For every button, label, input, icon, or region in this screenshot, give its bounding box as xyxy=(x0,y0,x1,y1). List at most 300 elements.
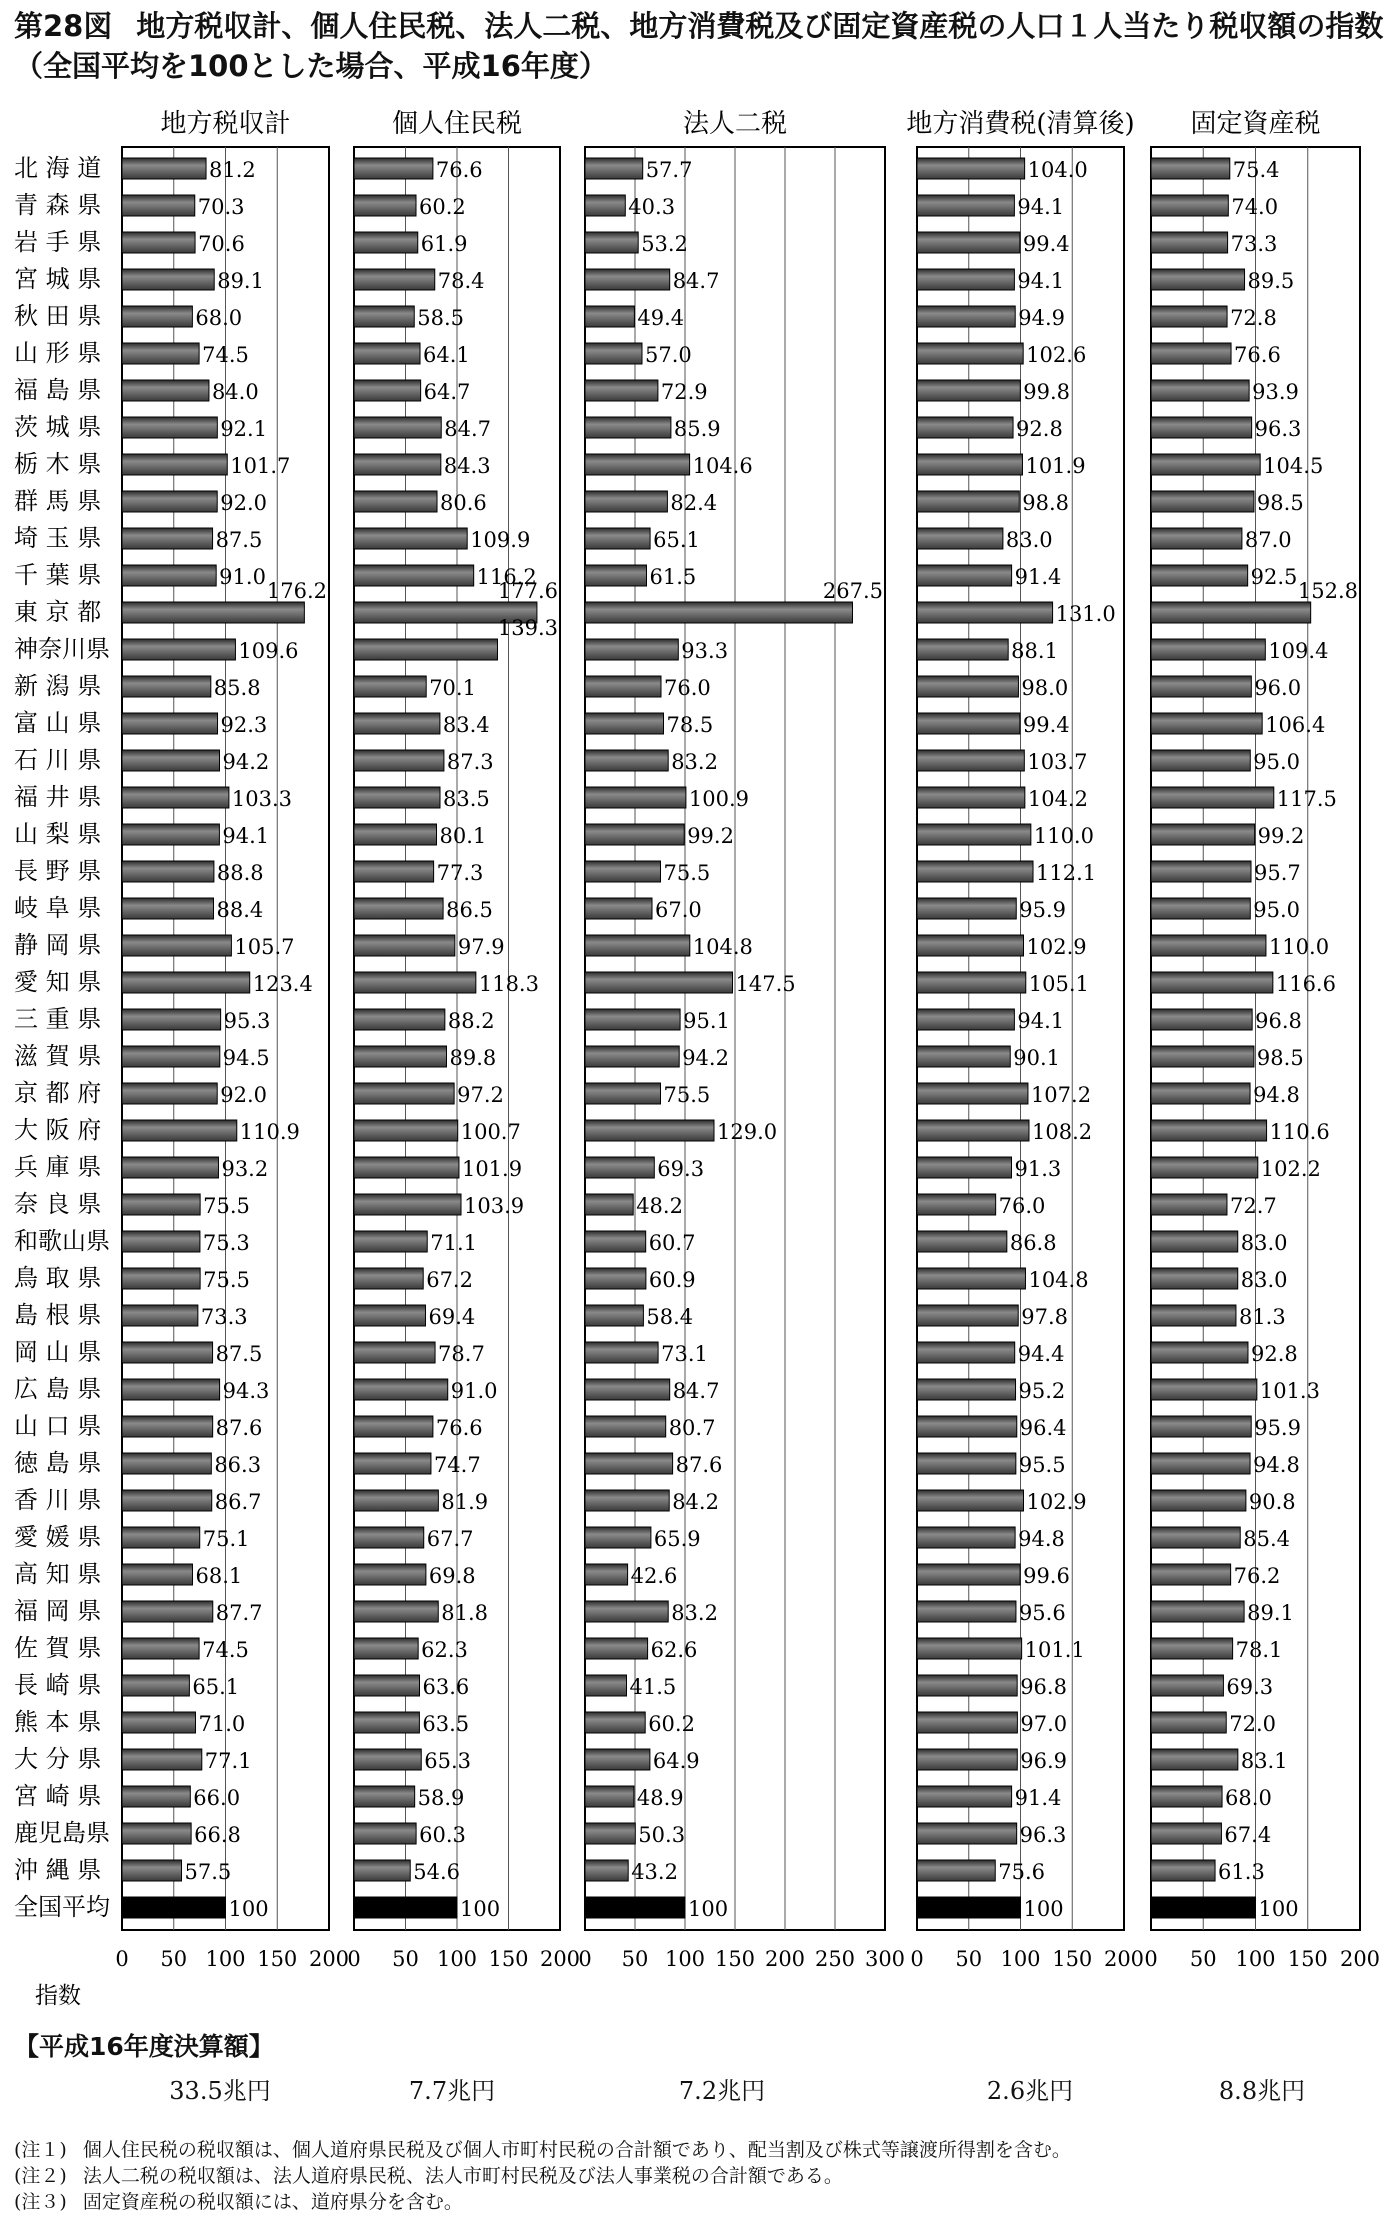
value-label: 97.9 xyxy=(457,935,505,959)
bar xyxy=(917,1157,1011,1178)
tick-label: 200 xyxy=(1103,1947,1145,1971)
footnote-2-label: (注２) xyxy=(14,2165,67,2187)
value-label: 80.6 xyxy=(440,491,487,515)
value-label: 83.4 xyxy=(442,713,490,737)
value-label: 50.3 xyxy=(638,1823,686,1847)
figure-label: 第28図 xyxy=(14,9,113,43)
value-label: 78.5 xyxy=(666,713,714,737)
bar xyxy=(917,195,1014,216)
value-label: 95.2 xyxy=(1018,1379,1066,1403)
footnote-1-text: 個人住民税の税収額は、個人道府県民税及び個人市町村民税の合計額であり、配当割及び株式等譲渡所得割を含む。 xyxy=(82,2139,1071,2161)
bar xyxy=(122,343,199,364)
value-label: 104.8 xyxy=(692,935,753,959)
value-label: 74.0 xyxy=(1231,195,1279,219)
value-label: 98.5 xyxy=(1256,491,1304,515)
value-label: 98.5 xyxy=(1256,1046,1304,1070)
row-label: 富 山 県 xyxy=(14,709,102,737)
value-label: 65.1 xyxy=(653,528,700,552)
value-label: 104.8 xyxy=(1028,1268,1089,1292)
bar xyxy=(1151,972,1273,993)
bar xyxy=(1151,491,1254,512)
bar xyxy=(354,528,467,549)
bar xyxy=(1151,1194,1227,1215)
tick-label: 200 xyxy=(1339,1947,1381,1971)
bar xyxy=(122,1416,213,1437)
bar xyxy=(122,824,219,845)
bar xyxy=(585,1897,685,1918)
tick-label: 150 xyxy=(257,1947,298,1971)
footnote-2 xyxy=(14,2163,1071,2189)
value-label: 72.0 xyxy=(1229,1712,1277,1736)
bar xyxy=(122,1786,190,1807)
series-header: 地方税収計 xyxy=(160,109,291,139)
value-label: 102.9 xyxy=(1026,1490,1087,1514)
value-label: 93.9 xyxy=(1252,380,1299,404)
value-label: 92.0 xyxy=(220,491,267,515)
bar xyxy=(917,935,1024,956)
bar xyxy=(122,454,227,475)
row-label: 群 馬 県 xyxy=(14,487,102,515)
bar xyxy=(1151,1897,1256,1918)
value-label: 99.4 xyxy=(1022,232,1070,256)
bar xyxy=(917,1194,996,1215)
value-label: 99.2 xyxy=(687,824,734,848)
row-label: 佐 賀 県 xyxy=(14,1634,102,1662)
value-label: 76.6 xyxy=(435,158,483,182)
value-label: 85.8 xyxy=(213,676,261,700)
value-label: 98.0 xyxy=(1021,676,1069,700)
bar xyxy=(122,1860,182,1881)
value-label: 100 xyxy=(688,1897,729,1921)
value-label: 101.9 xyxy=(1025,454,1086,478)
bar xyxy=(917,1749,1017,1770)
bar xyxy=(917,1712,1017,1733)
tick-label: 100 xyxy=(664,1947,706,1971)
bar xyxy=(1151,565,1248,586)
bar xyxy=(917,787,1025,808)
bar xyxy=(122,1527,200,1548)
value-label: 116.2 xyxy=(476,565,537,589)
value-label: 77.3 xyxy=(436,861,484,885)
value-label: 99.4 xyxy=(1022,713,1070,737)
value-label: 96.3 xyxy=(1254,417,1302,441)
value-label: 100.9 xyxy=(688,787,750,811)
value-label: 87.0 xyxy=(1244,528,1292,552)
bar xyxy=(585,824,684,845)
bar xyxy=(585,269,670,290)
bar xyxy=(354,195,416,216)
bar xyxy=(1151,1749,1238,1770)
tick-label: 100 xyxy=(1000,1947,1041,1971)
value-label: 101.3 xyxy=(1259,1379,1320,1403)
value-label: 67.7 xyxy=(426,1527,474,1551)
bar xyxy=(585,417,671,438)
row-label: 千 葉 県 xyxy=(14,561,102,589)
bar xyxy=(122,972,250,993)
bar xyxy=(354,565,474,586)
value-label: 87.6 xyxy=(675,1453,723,1477)
bar xyxy=(1151,1083,1250,1104)
bar xyxy=(354,824,437,845)
value-label: 57.0 xyxy=(645,343,692,367)
value-label: 62.3 xyxy=(421,1638,468,1662)
value-label: 73.3 xyxy=(1230,232,1278,256)
value-label: 106.4 xyxy=(1265,713,1326,737)
value-label: 64.7 xyxy=(423,380,471,404)
value-label: 73.1 xyxy=(661,1342,708,1366)
row-label: 宮 城 県 xyxy=(14,265,102,293)
row-label: 福 岡 県 xyxy=(14,1597,102,1625)
footnote-3 xyxy=(14,2189,1071,2215)
value-label: 94.9 xyxy=(1018,306,1065,330)
row-label: 高 知 県 xyxy=(14,1560,102,1588)
value-label: 42.6 xyxy=(630,1564,678,1588)
value-label: 89.1 xyxy=(1247,1601,1294,1625)
value-label: 58.5 xyxy=(417,306,465,330)
bar xyxy=(917,565,1012,586)
chart-panels xyxy=(115,109,1380,1971)
row-label: 岐 阜 県 xyxy=(14,894,102,922)
bar xyxy=(1151,528,1242,549)
bar xyxy=(122,1305,198,1326)
value-label: 76.6 xyxy=(435,1416,483,1440)
row-label: 島 根 県 xyxy=(14,1301,102,1329)
bar xyxy=(354,1120,458,1141)
settlement-header: 【平成16年度決算額】 xyxy=(14,2032,274,2061)
value-label: 152.8 xyxy=(1297,579,1358,603)
bar xyxy=(1151,898,1250,919)
bar xyxy=(354,861,434,882)
bar xyxy=(1151,787,1274,808)
tick-label: 100 xyxy=(436,1947,478,1971)
bar xyxy=(917,306,1015,327)
bar xyxy=(585,787,686,808)
bar xyxy=(122,1083,217,1104)
value-label: 69.3 xyxy=(657,1157,705,1181)
value-label: 76.0 xyxy=(664,676,711,700)
value-label: 91.0 xyxy=(450,1379,498,1403)
bar xyxy=(354,269,435,290)
bar xyxy=(122,1675,189,1696)
bar xyxy=(354,1194,461,1215)
row-label: 奈 良 県 xyxy=(14,1190,102,1218)
value-label: 94.1 xyxy=(1017,195,1065,219)
row-label: 北 海 道 xyxy=(14,154,102,182)
panel-individual-resident-tax xyxy=(347,109,580,1971)
bar xyxy=(1151,1601,1244,1622)
value-label: 78.1 xyxy=(1235,1638,1283,1662)
bar xyxy=(1151,1453,1250,1474)
value-label: 91.4 xyxy=(1014,565,1062,589)
value-label: 96.4 xyxy=(1019,1416,1067,1440)
bar xyxy=(354,232,418,253)
bar xyxy=(585,1638,648,1659)
value-label: 96.9 xyxy=(1020,1749,1068,1773)
value-label: 104.6 xyxy=(692,454,753,478)
bar xyxy=(917,1268,1025,1289)
bar xyxy=(354,343,420,364)
bar xyxy=(354,1638,418,1659)
value-label: 94.2 xyxy=(682,1046,729,1070)
bar xyxy=(1151,1860,1215,1881)
value-label: 74.5 xyxy=(202,1638,249,1662)
value-label: 86.3 xyxy=(214,1453,262,1477)
bar xyxy=(1151,1009,1252,1030)
footnote-1 xyxy=(14,2137,1071,2163)
row-label: 山 形 県 xyxy=(14,339,102,367)
value-label: 139.3 xyxy=(497,616,558,640)
value-label: 93.3 xyxy=(681,639,729,663)
value-label: 83.0 xyxy=(1005,528,1053,552)
value-label: 110.9 xyxy=(239,1120,300,1144)
value-label: 67.0 xyxy=(655,898,702,922)
value-label: 67.4 xyxy=(1224,1823,1272,1847)
value-label: 85.9 xyxy=(673,417,721,441)
value-label: 102.2 xyxy=(1260,1157,1321,1181)
tick-label: 50 xyxy=(392,1947,419,1971)
bar xyxy=(122,1490,212,1511)
bar xyxy=(354,1675,420,1696)
value-label: 89.5 xyxy=(1247,269,1295,293)
series-header: 固定資産税 xyxy=(1190,109,1321,139)
row-label: 愛 媛 県 xyxy=(14,1523,102,1551)
value-label: 99.6 xyxy=(1023,1564,1070,1588)
row-label: 静 岡 県 xyxy=(14,931,102,959)
value-label: 101.1 xyxy=(1024,1638,1085,1662)
value-label: 49.4 xyxy=(637,306,685,330)
value-label: 87.7 xyxy=(215,1601,263,1625)
value-label: 117.5 xyxy=(1276,787,1337,811)
value-label: 67.2 xyxy=(426,1268,473,1292)
bar xyxy=(122,1712,195,1733)
footnote-2-text: 法人二税の税収額は、法人道府県民税、法人市町村民税及び法人事業税の合計額である。 xyxy=(82,2165,843,2187)
value-label: 64.1 xyxy=(423,343,470,367)
bar xyxy=(585,1860,628,1881)
bar xyxy=(122,380,209,401)
bar xyxy=(917,713,1020,734)
bar xyxy=(1151,1231,1238,1252)
value-label: 92.3 xyxy=(220,713,268,737)
value-label: 99.2 xyxy=(1257,824,1305,848)
settlement-amount-corporate-two-taxes: 7.2兆円 xyxy=(678,2077,766,2105)
value-label: 75.5 xyxy=(663,1083,711,1107)
value-label: 91.3 xyxy=(1014,1157,1062,1181)
value-label: 72.9 xyxy=(660,380,708,404)
value-label: 71.1 xyxy=(430,1231,477,1255)
value-label: 73.3 xyxy=(200,1305,248,1329)
value-label: 69.4 xyxy=(428,1305,476,1329)
bar xyxy=(1151,380,1249,401)
value-label: 95.0 xyxy=(1253,750,1301,774)
settlement-amount-local-consumption-tax: 2.6兆円 xyxy=(986,2077,1074,2105)
value-label: 100 xyxy=(1258,1897,1299,1921)
bar xyxy=(354,1897,457,1918)
tick-label: 0 xyxy=(910,1947,924,1971)
row-label: 新 潟 県 xyxy=(14,672,102,700)
row-label: 沖 縄 県 xyxy=(14,1856,102,1884)
value-label: 88.2 xyxy=(447,1009,495,1033)
bar xyxy=(122,1046,220,1067)
bar xyxy=(1151,1342,1248,1363)
tick-label: 150 xyxy=(714,1947,756,1971)
value-label: 86.7 xyxy=(214,1490,262,1514)
bar xyxy=(917,639,1008,660)
tick-label: 250 xyxy=(814,1947,856,1971)
value-label: 105.1 xyxy=(1028,972,1089,996)
bar xyxy=(585,491,667,512)
bar xyxy=(917,861,1033,882)
bar xyxy=(354,1379,448,1400)
bar xyxy=(354,1564,426,1585)
value-label: 98.8 xyxy=(1022,491,1070,515)
bar xyxy=(585,639,678,660)
bar xyxy=(122,1749,202,1770)
bar xyxy=(1151,417,1252,438)
bar xyxy=(917,602,1053,623)
bar xyxy=(1151,935,1266,956)
bar xyxy=(354,1786,415,1807)
footnotes xyxy=(14,2137,1071,2215)
bar xyxy=(122,491,217,512)
value-label: 177.6 xyxy=(497,579,558,603)
bar xyxy=(917,1231,1007,1252)
bar xyxy=(122,1564,192,1585)
bar xyxy=(585,713,664,734)
bar xyxy=(917,1897,1021,1918)
bar xyxy=(917,1083,1028,1104)
bar xyxy=(917,528,1003,549)
row-label: 岡 山 県 xyxy=(14,1338,102,1366)
value-label: 88.8 xyxy=(216,861,264,885)
value-label: 65.9 xyxy=(653,1527,701,1551)
value-label: 78.7 xyxy=(438,1342,485,1366)
tick-label: 150 xyxy=(1052,1947,1093,1971)
row-label: 和歌山県 xyxy=(14,1227,110,1255)
row-label: 大 分 県 xyxy=(14,1745,102,1773)
value-label: 95.9 xyxy=(1254,1416,1301,1440)
bar xyxy=(917,1046,1010,1067)
panel-local-consumption-tax xyxy=(906,109,1144,1971)
value-label: 94.8 xyxy=(1253,1453,1300,1477)
bar xyxy=(585,1083,661,1104)
value-label: 94.1 xyxy=(1017,1009,1065,1033)
bar xyxy=(122,1120,237,1141)
bar xyxy=(354,380,421,401)
value-label: 80.1 xyxy=(439,824,487,848)
tick-label: 300 xyxy=(864,1947,906,1971)
bar xyxy=(585,1416,666,1437)
value-label: 61.3 xyxy=(1218,1860,1265,1884)
bar xyxy=(122,787,229,808)
bar xyxy=(1151,1712,1226,1733)
value-label: 104.0 xyxy=(1027,158,1088,182)
bar xyxy=(122,602,304,623)
value-label: 83.2 xyxy=(671,1601,718,1625)
bar xyxy=(917,1490,1024,1511)
tick-label: 0 xyxy=(1144,1947,1158,1971)
value-label: 53.2 xyxy=(641,232,688,256)
panel-fixed-asset-tax xyxy=(1144,109,1380,1971)
bar xyxy=(585,1749,650,1770)
tick-label: 50 xyxy=(955,1947,983,1971)
value-label: 71.0 xyxy=(198,1712,246,1736)
tick-label: 150 xyxy=(488,1947,529,1971)
bar xyxy=(354,1157,459,1178)
bar xyxy=(354,1305,425,1326)
value-label: 69.3 xyxy=(1226,1675,1274,1699)
value-label: 81.3 xyxy=(1238,1305,1286,1329)
value-label: 102.6 xyxy=(1026,343,1087,367)
tick-label: 50 xyxy=(1189,1947,1217,1971)
bar xyxy=(917,1305,1018,1326)
value-label: 84.3 xyxy=(443,454,491,478)
bar xyxy=(1151,1157,1258,1178)
value-label: 83.1 xyxy=(1240,1749,1288,1773)
bar xyxy=(585,935,690,956)
row-label: 埼 玉 県 xyxy=(14,524,102,552)
value-label: 96.0 xyxy=(1254,676,1302,700)
bar xyxy=(585,380,658,401)
value-label: 58.9 xyxy=(417,1786,465,1810)
bar xyxy=(917,1453,1016,1474)
bar xyxy=(354,1231,427,1252)
value-label: 90.8 xyxy=(1248,1490,1296,1514)
bar xyxy=(1151,1823,1221,1844)
tick-label: 50 xyxy=(160,1947,188,1971)
value-label: 87.5 xyxy=(215,1342,263,1366)
row-label: 福 島 県 xyxy=(14,376,102,404)
bar xyxy=(917,1009,1014,1030)
value-label: 86.8 xyxy=(1009,1231,1057,1255)
bar xyxy=(585,1490,669,1511)
bar xyxy=(585,1379,670,1400)
value-label: 78.4 xyxy=(437,269,485,293)
value-label: 72.7 xyxy=(1229,1194,1277,1218)
bar xyxy=(585,454,690,475)
value-label: 109.6 xyxy=(238,639,299,663)
value-label: 95.7 xyxy=(1254,861,1301,885)
row-label: 兵 庫 県 xyxy=(14,1153,102,1181)
value-label: 99.8 xyxy=(1023,380,1071,404)
bar xyxy=(917,158,1025,179)
value-label: 103.9 xyxy=(464,1194,525,1218)
tick-label: 200 xyxy=(764,1947,806,1971)
bar xyxy=(1151,1527,1240,1548)
bar xyxy=(585,1305,643,1326)
value-label: 112.1 xyxy=(1036,861,1097,885)
bar xyxy=(585,750,668,771)
value-label: 88.1 xyxy=(1011,639,1058,663)
value-label: 80.7 xyxy=(668,1416,716,1440)
footnote-1-label: (注１) xyxy=(14,2139,67,2161)
value-label: 94.8 xyxy=(1018,1527,1065,1551)
series-header: 法人二税 xyxy=(682,109,788,139)
bar xyxy=(122,269,214,290)
value-label: 92.5 xyxy=(1250,565,1298,589)
value-label: 43.2 xyxy=(631,1860,678,1884)
row-label: 宮 崎 県 xyxy=(14,1782,102,1810)
tick-label: 0 xyxy=(347,1947,361,1971)
bar xyxy=(585,565,647,586)
bar xyxy=(585,1231,646,1252)
row-label: 東 京 都 xyxy=(14,598,102,626)
value-label: 97.0 xyxy=(1020,1712,1068,1736)
bar xyxy=(917,269,1014,290)
value-label: 60.2 xyxy=(419,195,466,219)
value-label: 86.5 xyxy=(446,898,493,922)
value-label: 68.0 xyxy=(1225,1786,1272,1810)
bar xyxy=(917,454,1022,475)
